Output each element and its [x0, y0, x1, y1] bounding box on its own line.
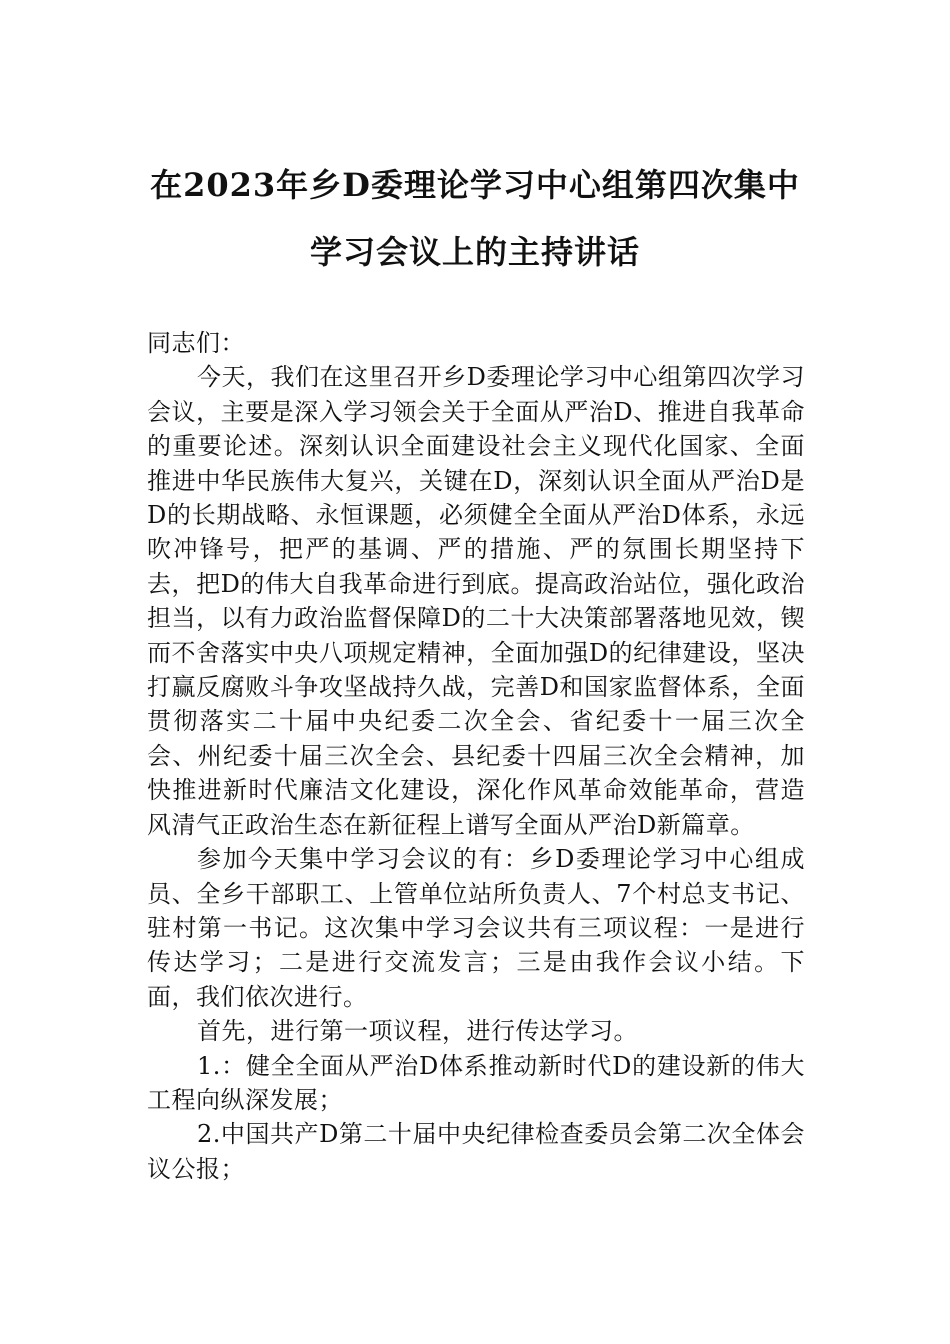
list-item-2: 2.中国共产D第二十届中央纪律检查委员会第二次全体会议公报； — [147, 1120, 805, 1183]
paragraph-opening: 今天，我们在这里召开乡D委理论学习中心组第四次学习会议，主要是深入学习领会关于全面从严治D、推进自我革命的重要论述。深刻认识全面建设社会主义现代化国家、全面推进中华民族伟大复兴，关键在D，深刻认识全面从严治D是D的长期战略、永恒课题，必须健全全面从严治D体系，永远吹冲锋号，把严的基调、严的措施、严的氛围长期坚持下去，把D的伟大自我革命进行到底。提高政治站位，强化政治担当，以有力政治监督保障D的二十大决策部署落地见效，锲而不舍落实中央八项规定精神，全面加强D的纪律建设，坚决打赢反腐败斗争攻坚战持久战，完善D和国家监督体系，全面贯彻落实二十届中央纪委二次全会、省纪委十一届三次全会、州纪委十届三次全会、县纪委十四届三次全会精神，加快推进新时代廉洁文化建设，深化作风革命效能革命，营造风清气正政治生态在新征程上谱写全面从严治D新篇章。 — [147, 363, 805, 839]
paragraph-first-agenda: 首先，进行第一项议程，进行传达学习。 — [197, 1017, 638, 1046]
list-item-1: 1.：健全全面从严治D体系推动新时代D的建设新的伟大工程向纵深发展； — [147, 1051, 805, 1114]
document-title: 在2023年乡D委理论学习中心组第四次集中学习会议上的主持讲话 — [150, 166, 800, 271]
document-body — [147, 326, 805, 1186]
salutation: 同志们： — [147, 329, 245, 357]
paragraph-attendees: 参加今天集中学习会议的有：乡D委理论学习中心组成员、全乡干部职工、上管单位站所负责人、7个村总支书记、驻村第一书记。这次集中学习会议共有三项议程：一是进行传达学习；二是进行交流发言；三是由我作会议小结。下面，我们依次进行。 — [147, 845, 805, 1011]
